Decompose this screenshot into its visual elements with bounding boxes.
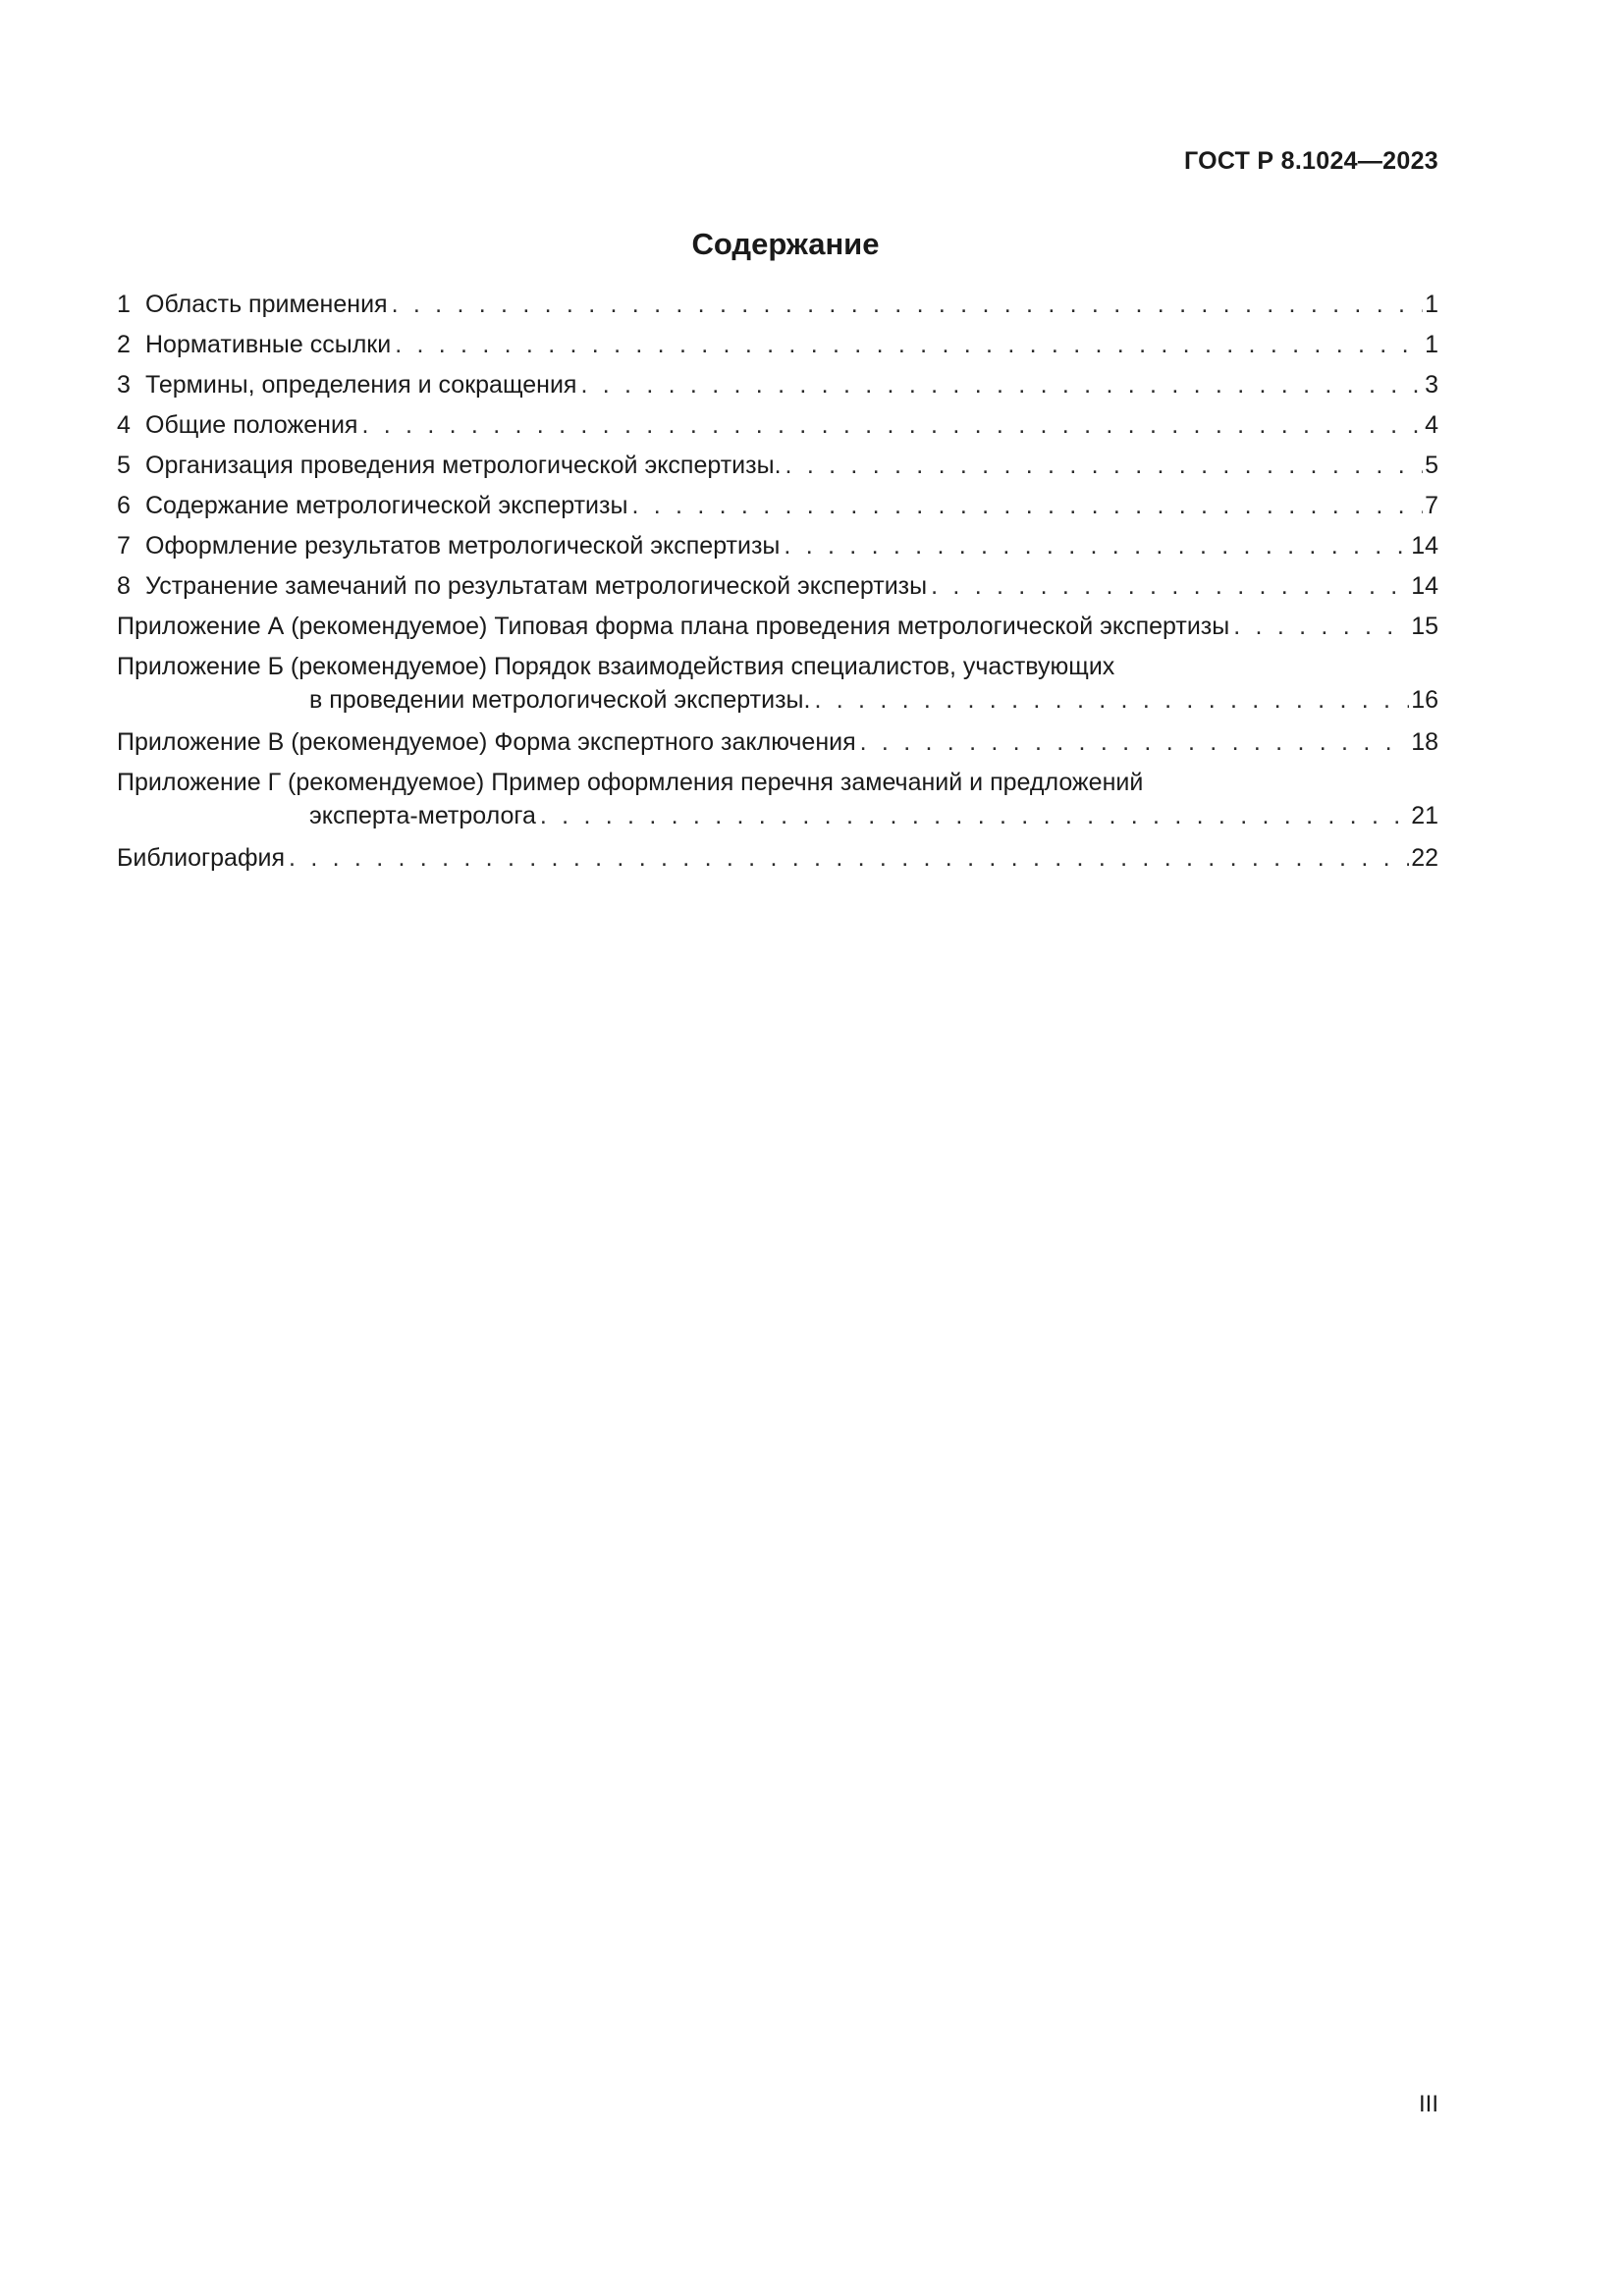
table-of-contents xyxy=(117,288,1438,881)
toc-entry-page: 14 xyxy=(1411,532,1438,560)
toc-entry-title: Организация проведения метрологической экспертизы. xyxy=(145,452,782,479)
dot-leader xyxy=(860,725,1410,759)
toc-entry-page: 3 xyxy=(1425,371,1438,399)
toc-entry-page: 5 xyxy=(1425,452,1438,479)
dot-leader xyxy=(1233,610,1409,643)
toc-entry[interactable] xyxy=(117,368,1438,401)
toc-entry[interactable] xyxy=(117,841,1438,875)
toc-entry-page: 18 xyxy=(1411,728,1438,756)
toc-entry[interactable] xyxy=(117,288,1438,321)
toc-entry-page: 4 xyxy=(1425,411,1438,439)
toc-entry-number: 7 xyxy=(117,532,131,560)
toc-entry-line xyxy=(117,328,1438,361)
dot-leader xyxy=(361,408,1423,442)
toc-entry[interactable] xyxy=(117,650,1438,717)
toc-entry-number: 2 xyxy=(117,331,131,358)
dot-leader xyxy=(540,799,1409,832)
dot-leader xyxy=(392,288,1424,321)
toc-entry[interactable] xyxy=(117,766,1438,832)
toc-entry-page: 7 xyxy=(1425,492,1438,519)
dot-leader xyxy=(289,841,1409,875)
toc-entry-title: Нормативные ссылки xyxy=(145,331,392,358)
toc-entry[interactable] xyxy=(117,569,1438,603)
toc-entry-line xyxy=(117,766,1438,799)
toc-entry-title: Содержание метрологической экспертизы xyxy=(145,492,628,519)
toc-entry-title: эксперта-метролога xyxy=(309,802,536,829)
toc-entry[interactable] xyxy=(117,449,1438,482)
dot-leader xyxy=(631,489,1423,522)
toc-entry-line xyxy=(117,368,1438,401)
toc-entry[interactable] xyxy=(117,610,1438,643)
toc-entry-line xyxy=(117,489,1438,522)
dot-leader xyxy=(580,368,1423,401)
toc-entry-continuation xyxy=(117,683,1438,717)
toc-entry-line xyxy=(117,529,1438,562)
toc-entry[interactable] xyxy=(117,408,1438,442)
toc-entry-title: Библиография xyxy=(117,844,286,872)
dot-leader xyxy=(784,529,1409,562)
toc-entry-title: в проведении метрологической экспертизы. xyxy=(309,686,811,714)
dot-leader xyxy=(785,449,1424,482)
toc-entry-number: 4 xyxy=(117,411,131,439)
toc-entry-number: 1 xyxy=(117,291,131,318)
toc-entry-line xyxy=(117,841,1438,875)
dot-leader xyxy=(395,328,1423,361)
toc-entry-page: 21 xyxy=(1411,802,1438,829)
toc-entry-number: 6 xyxy=(117,492,131,519)
toc-entry-title: Приложение А (рекомендуемое) Типовая форма плана проведения метрологической экспертизы xyxy=(117,613,1230,640)
toc-entry-title: Приложение В (рекомендуемое) Форма экспертного заключения xyxy=(117,728,856,756)
toc-entry[interactable] xyxy=(117,725,1438,759)
toc-entry-line xyxy=(117,449,1438,482)
toc-entry-page: 14 xyxy=(1411,572,1438,600)
toc-entry-title: Приложение Г (рекомендуемое) Пример оформления перечня замечаний и предложений xyxy=(117,769,1144,796)
toc-entry-line xyxy=(117,650,1438,683)
toc-entry-line xyxy=(117,610,1438,643)
toc-entry[interactable] xyxy=(117,328,1438,361)
toc-entry-title: Область применения xyxy=(145,291,388,318)
toc-entry-number: 5 xyxy=(117,452,131,479)
toc-entry-number: 3 xyxy=(117,371,131,399)
toc-entry-page: 15 xyxy=(1411,613,1438,640)
toc-entry[interactable] xyxy=(117,489,1438,522)
toc-entry-title: Общие положения xyxy=(145,411,358,439)
toc-entry[interactable] xyxy=(117,529,1438,562)
toc-entry-title: Термины, определения и сокращения xyxy=(145,371,577,399)
page-number: III xyxy=(1418,2091,1438,2117)
toc-entry-title: Приложение Б (рекомендуемое) Порядок взаимодействия специалистов, участвующих xyxy=(117,653,1115,680)
toc-entry-line xyxy=(117,408,1438,442)
toc-title: Содержание xyxy=(691,227,880,261)
toc-entry-continuation xyxy=(117,799,1438,832)
dot-leader xyxy=(931,569,1409,603)
toc-entry-page: 16 xyxy=(1411,686,1438,714)
toc-entry-page: 1 xyxy=(1425,291,1438,318)
toc-entry-page: 1 xyxy=(1425,331,1438,358)
toc-entry-line xyxy=(117,569,1438,603)
toc-entry-title: Оформление результатов метрологической экспертизы xyxy=(145,532,781,560)
toc-entry-line xyxy=(117,288,1438,321)
dot-leader xyxy=(814,683,1409,717)
document-code: ГОСТ Р 8.1024—2023 xyxy=(1183,147,1438,175)
toc-entry-title: Устранение замечаний по результатам метрологической экспертизы xyxy=(145,572,928,600)
toc-entry-line xyxy=(117,725,1438,759)
toc-entry-number: 8 xyxy=(117,572,131,600)
toc-entry-page: 22 xyxy=(1411,844,1438,872)
